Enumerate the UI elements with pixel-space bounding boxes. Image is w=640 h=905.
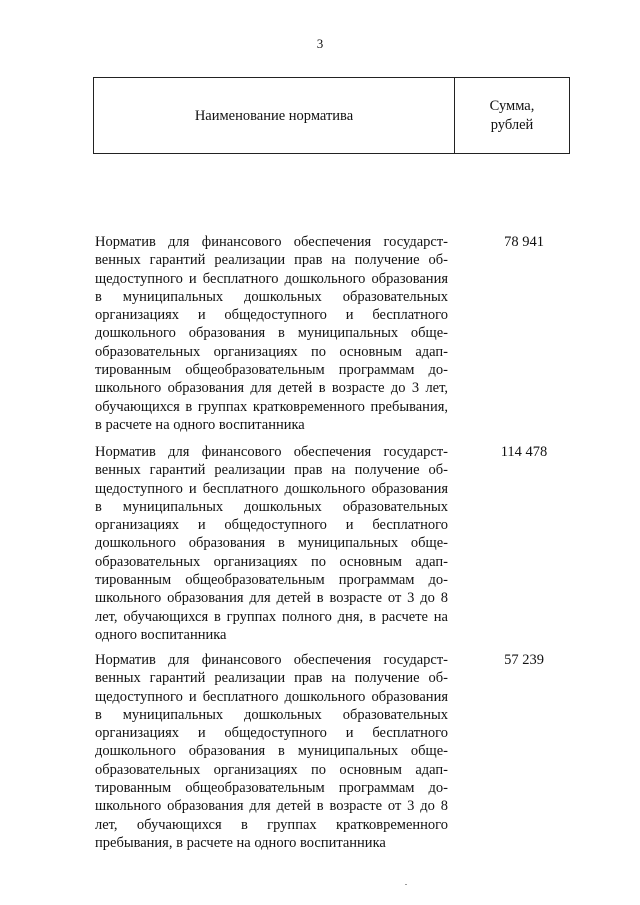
norms-table: [93, 77, 570, 851]
page-number: 3: [316, 36, 324, 51]
norm-description: Норматив для финансового обеспечения государст-венных гарантий реализации прав на получение об-щедоступного и бесплатного дошкольного образования в муниципальных дошкольных образовательных организациях и общедоступного и бесплатного дошкольного образования в муниципальных обще-образовательных организациях по основным адап-тированным общеобразовательным программам до-школьного образования для детей в возрасте от 3 до 8 лет, обучающихся в группах кратковременного пребывания, в расчете на одного воспитанника: [95, 652, 448, 851]
table-row: [93, 233, 570, 434]
header-sum-line1: Сумма,: [489, 97, 535, 114]
scan-speck: [405, 884, 407, 885]
header-name-column: Наименование норматива: [94, 78, 455, 153]
norm-description: Норматив для финансового обеспечения государст-венных гарантий реализации прав на получение об-щедоступного и бесплатного дошкольного образования в муниципальных дошкольных образовательных организациях и общедоступного и бесплатного дошкольного образования в муниципальных обще-образовательных организациях по основным адап-тированным общеобразовательным программам до-школьного образования для детей в возрасте до 3 лет, обучающихся в группах кратковременного пребывания, в расчете на одного воспитанника: [95, 234, 448, 433]
table-header: [93, 77, 570, 154]
header-sum-column: [455, 78, 569, 153]
table-row: [93, 443, 570, 644]
norm-sum-value: 114 478: [500, 444, 548, 460]
table-row: [93, 651, 570, 852]
norm-description: Норматив для финансового обеспечения государст-венных гарантий реализации прав на получение об-щедоступного и бесплатного дошкольного образования в муниципальных дошкольных образовательных организациях и общедоступного и бесплатного дошкольного образования в муниципальных обще-образовательных организациях по основным адап-тированным общеобразовательным программам до-школьного образования для детей в возрасте от 3 до 8 лет, обучающихся в группах полного дня, в расчете на одного воспитанника: [95, 444, 448, 643]
norm-sum-value: 57 239: [504, 652, 544, 668]
norm-sum-value: 78 941: [504, 234, 544, 250]
header-sum-line2: рублей: [490, 116, 534, 133]
